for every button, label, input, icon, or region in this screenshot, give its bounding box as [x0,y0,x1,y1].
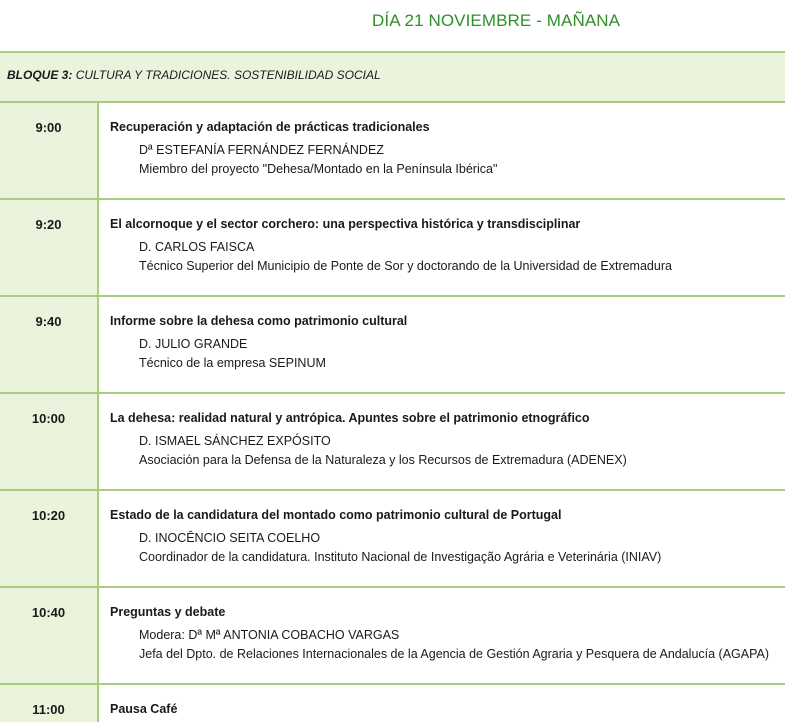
session-time: 10:40 [0,588,99,683]
session-speaker: D. INOCÊNCIO SEITA COELHO [139,531,321,545]
session-time: 11:00 [0,685,99,722]
session-affiliation: Asociación para la Defensa de la Naturaleza y los Recursos de Extremadura (ADENEX) [139,453,627,467]
session-time: 10:00 [0,394,99,489]
session-title: Preguntas y debate [110,605,226,619]
session-content [99,103,785,198]
session-speaker: Modera: Dª Mª ANTONIA COBACHO VARGAS [139,628,400,642]
block-label [7,68,381,82]
session-content [99,685,785,722]
session-time: 9:20 [0,200,99,295]
session-affiliation: Jefa del Dpto. de Relaciones Internacionales de la Agencia de Gestión Agraria y Pesquera de Andalucía (AGAPA) [139,647,770,661]
schedule-row-1000 [0,394,785,491]
session-title: Pausa Café [110,702,178,716]
session-affiliation: Miembro del proyecto "Dehesa/Montado en la Península Ibérica" [139,162,498,176]
schedule-row-1020 [0,491,785,588]
session-affiliation: Coordinador de la candidatura. Instituto Nacional de Investigação Agrária e Veterinária (INIAV) [139,550,662,564]
session-title: Recuperación y adaptación de prácticas tradicionales [110,120,430,134]
session-content [99,588,785,683]
block-header [0,53,785,103]
schedule-row-1040 [0,588,785,685]
session-title: La dehesa: realidad natural y antrópica. Apuntes sobre el patrimonio etnográfico [110,411,590,425]
session-content [99,491,785,586]
day-header [0,0,785,53]
schedule-row-0920 [0,200,785,297]
session-speaker: D. CARLOS FAISCA [139,240,255,254]
day-title: DÍA 21 NOVIEMBRE - MAÑANA [372,11,621,30]
session-affiliation: Técnico Superior del Municipio de Ponte de Sor y doctorando de la Universidad de Extremadura [139,259,672,273]
session-title: Informe sobre la dehesa como patrimonio cultural [110,314,408,328]
session-affiliation: Técnico de la empresa SEPINUM [139,356,326,370]
session-speaker: D. JULIO GRANDE [139,337,248,351]
session-time: 9:40 [0,297,99,392]
schedule [0,103,785,722]
session-content [99,200,785,295]
session-speaker: D. ISMAEL SÁNCHEZ EXPÓSITO [139,434,331,448]
session-time: 10:20 [0,491,99,586]
block-prefix: BLOQUE 3: [7,68,73,82]
session-speaker: Dª ESTEFANÍA FERNÁNDEZ FERNÁNDEZ [139,143,384,157]
schedule-row-0900 [0,103,785,200]
schedule-row-0940 [0,297,785,394]
session-title: El alcornoque y el sector corchero: una perspectiva histórica y transdisciplinar [110,217,581,231]
block-title: CULTURA Y TRADICIONES. SOSTENIBILIDAD SOCIAL [75,68,381,82]
schedule-row-1100 [0,685,785,722]
session-title: Estado de la candidatura del montado como patrimonio cultural de Portugal [110,508,562,522]
session-content [99,297,785,392]
session-content [99,394,785,489]
session-time: 9:00 [0,103,99,198]
